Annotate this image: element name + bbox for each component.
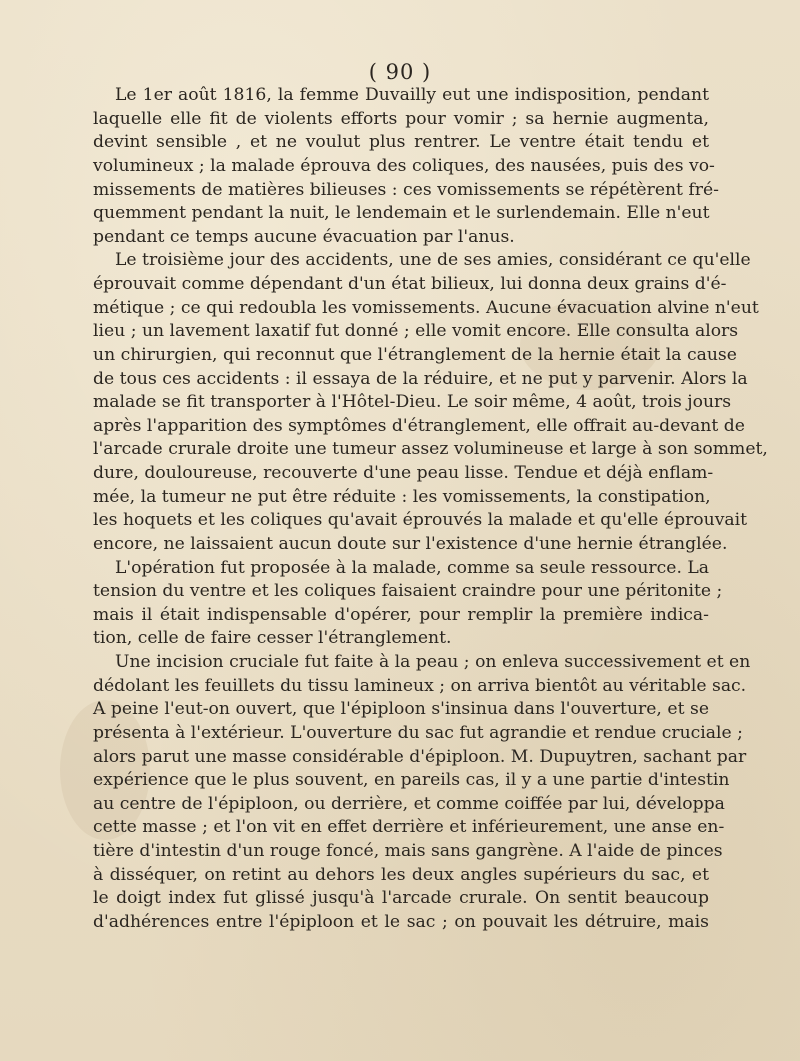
text-line: missements de matières bilieuses : ces vomissements se répétèrent fré- [93,179,719,200]
text-line: Le 1er août 1816, la femme Duvailly eut une indisposition, pendant [115,85,709,105]
text-line: présenta à l'extérieur. L'ouverture du sac fut agrandie et rendue cruciale ; [93,722,743,743]
text-line: malade se fit transporter à l'Hôtel-Dieu. Le soir même, 4 août, trois jours [93,392,732,413]
text-line: à disséquer, on retint au dehors les deux angles supérieurs du sac, et [93,864,709,885]
text-line: A peine l'eut-on ouvert, que l'épiploon s'insinua dans l'ouverture, et se [93,699,709,720]
text-line: mais il était indispensable d'opérer, pour remplir la première indica- [93,604,709,625]
text-line: volumineux ; la malade éprouva des coliques, des nausées, puis des vo- [93,155,715,176]
text-line: dure, douloureuse, recouverte d'une peau lisse. Tendue et déjà enflam- [93,463,714,483]
page-number: ( 90 ) [368,60,432,84]
text-line: lieu ; un lavement laxatif fut donné ; elle vomit encore. Elle consulta alors [93,321,739,342]
text-line: Le troisième jour des accidents, une de ses amies, considérant ce qu'elle [115,250,751,271]
text-line: éprouvait comme dépendant d'un état bilieux, lui donna deux grains d'é- [93,274,727,294]
text-line: tière d'intestin d'un rouge foncé, mais sans gangrène. A l'aide de pinces [93,841,723,861]
text-line: devint sensible , et ne voulut plus rentrer. Le ventre était tendu et [93,132,709,153]
text-line: les hoquets et les coliques qu'avait éprouvés la malade et qu'elle éprouvait [93,510,748,531]
text-line: cette masse ; et l'on vit en effet derrière et inférieurement, une anse en- [93,817,725,838]
text-line: dédolant les feuillets du tissu lamineux ; on arriva bientôt au véritable sac. [93,675,747,696]
body-text [93,84,768,935]
text-line: après l'apparition des symptômes d'étranglement, elle offrait au-devant de [93,415,745,436]
text-line: de tous ces accidents : il essaya de la réduire, et ne put y parvenir. Alors la [93,368,748,389]
text-line: mée, la tumeur ne put être réduite : les vomissements, la constipation, [93,486,711,507]
text-line: le doigt index fut glissé jusqu'à l'arcade crurale. On sentit beaucoup [93,888,709,909]
text-line: laquelle elle fit de violents efforts pour vomir ; sa hernie augmenta, [93,108,709,129]
text-line: d'adhérences entre l'épiploon et le sac ; on pouvait les détruire, mais [93,911,709,932]
text-line: expérience que le plus souvent, en pareils cas, il y a une partie d'intestin [93,770,730,791]
text-line: un chirurgien, qui reconnut que l'étranglement de la hernie était la cause [93,344,737,365]
text-line: encore, ne laissaient aucun doute sur l'existence d'une hernie étranglée. [93,533,728,554]
text-line: au centre de l'épiploon, ou derrière, et comme coiffée par lui, développa [93,793,725,814]
text-line: L'opération fut proposée à la malade, comme sa seule ressource. La [115,557,710,578]
text-line: quemment pendant la nuit, le lendemain et le surlendemain. Elle n'eut [93,203,710,224]
text-line: métique ; ce qui redoubla les vomissements. Aucune évacuation alvine n'eut [93,297,759,318]
text-line: alors parut une masse considérable d'épiploon. M. Dupuytren, sachant par [93,746,747,767]
text-line: tion, celle de faire cesser l'étranglement. [93,628,452,649]
text-line: tension du ventre et les coliques faisaient craindre pour une péritonite ; [93,581,723,602]
text-line: l'arcade crurale droite une tumeur assez volumineuse et large à son sommet, [93,439,768,460]
text-line: pendant ce temps aucune évacuation par l'anus. [93,226,515,247]
text-line: Une incision cruciale fut faite à la peau ; on enleva successivement et en [115,652,751,672]
